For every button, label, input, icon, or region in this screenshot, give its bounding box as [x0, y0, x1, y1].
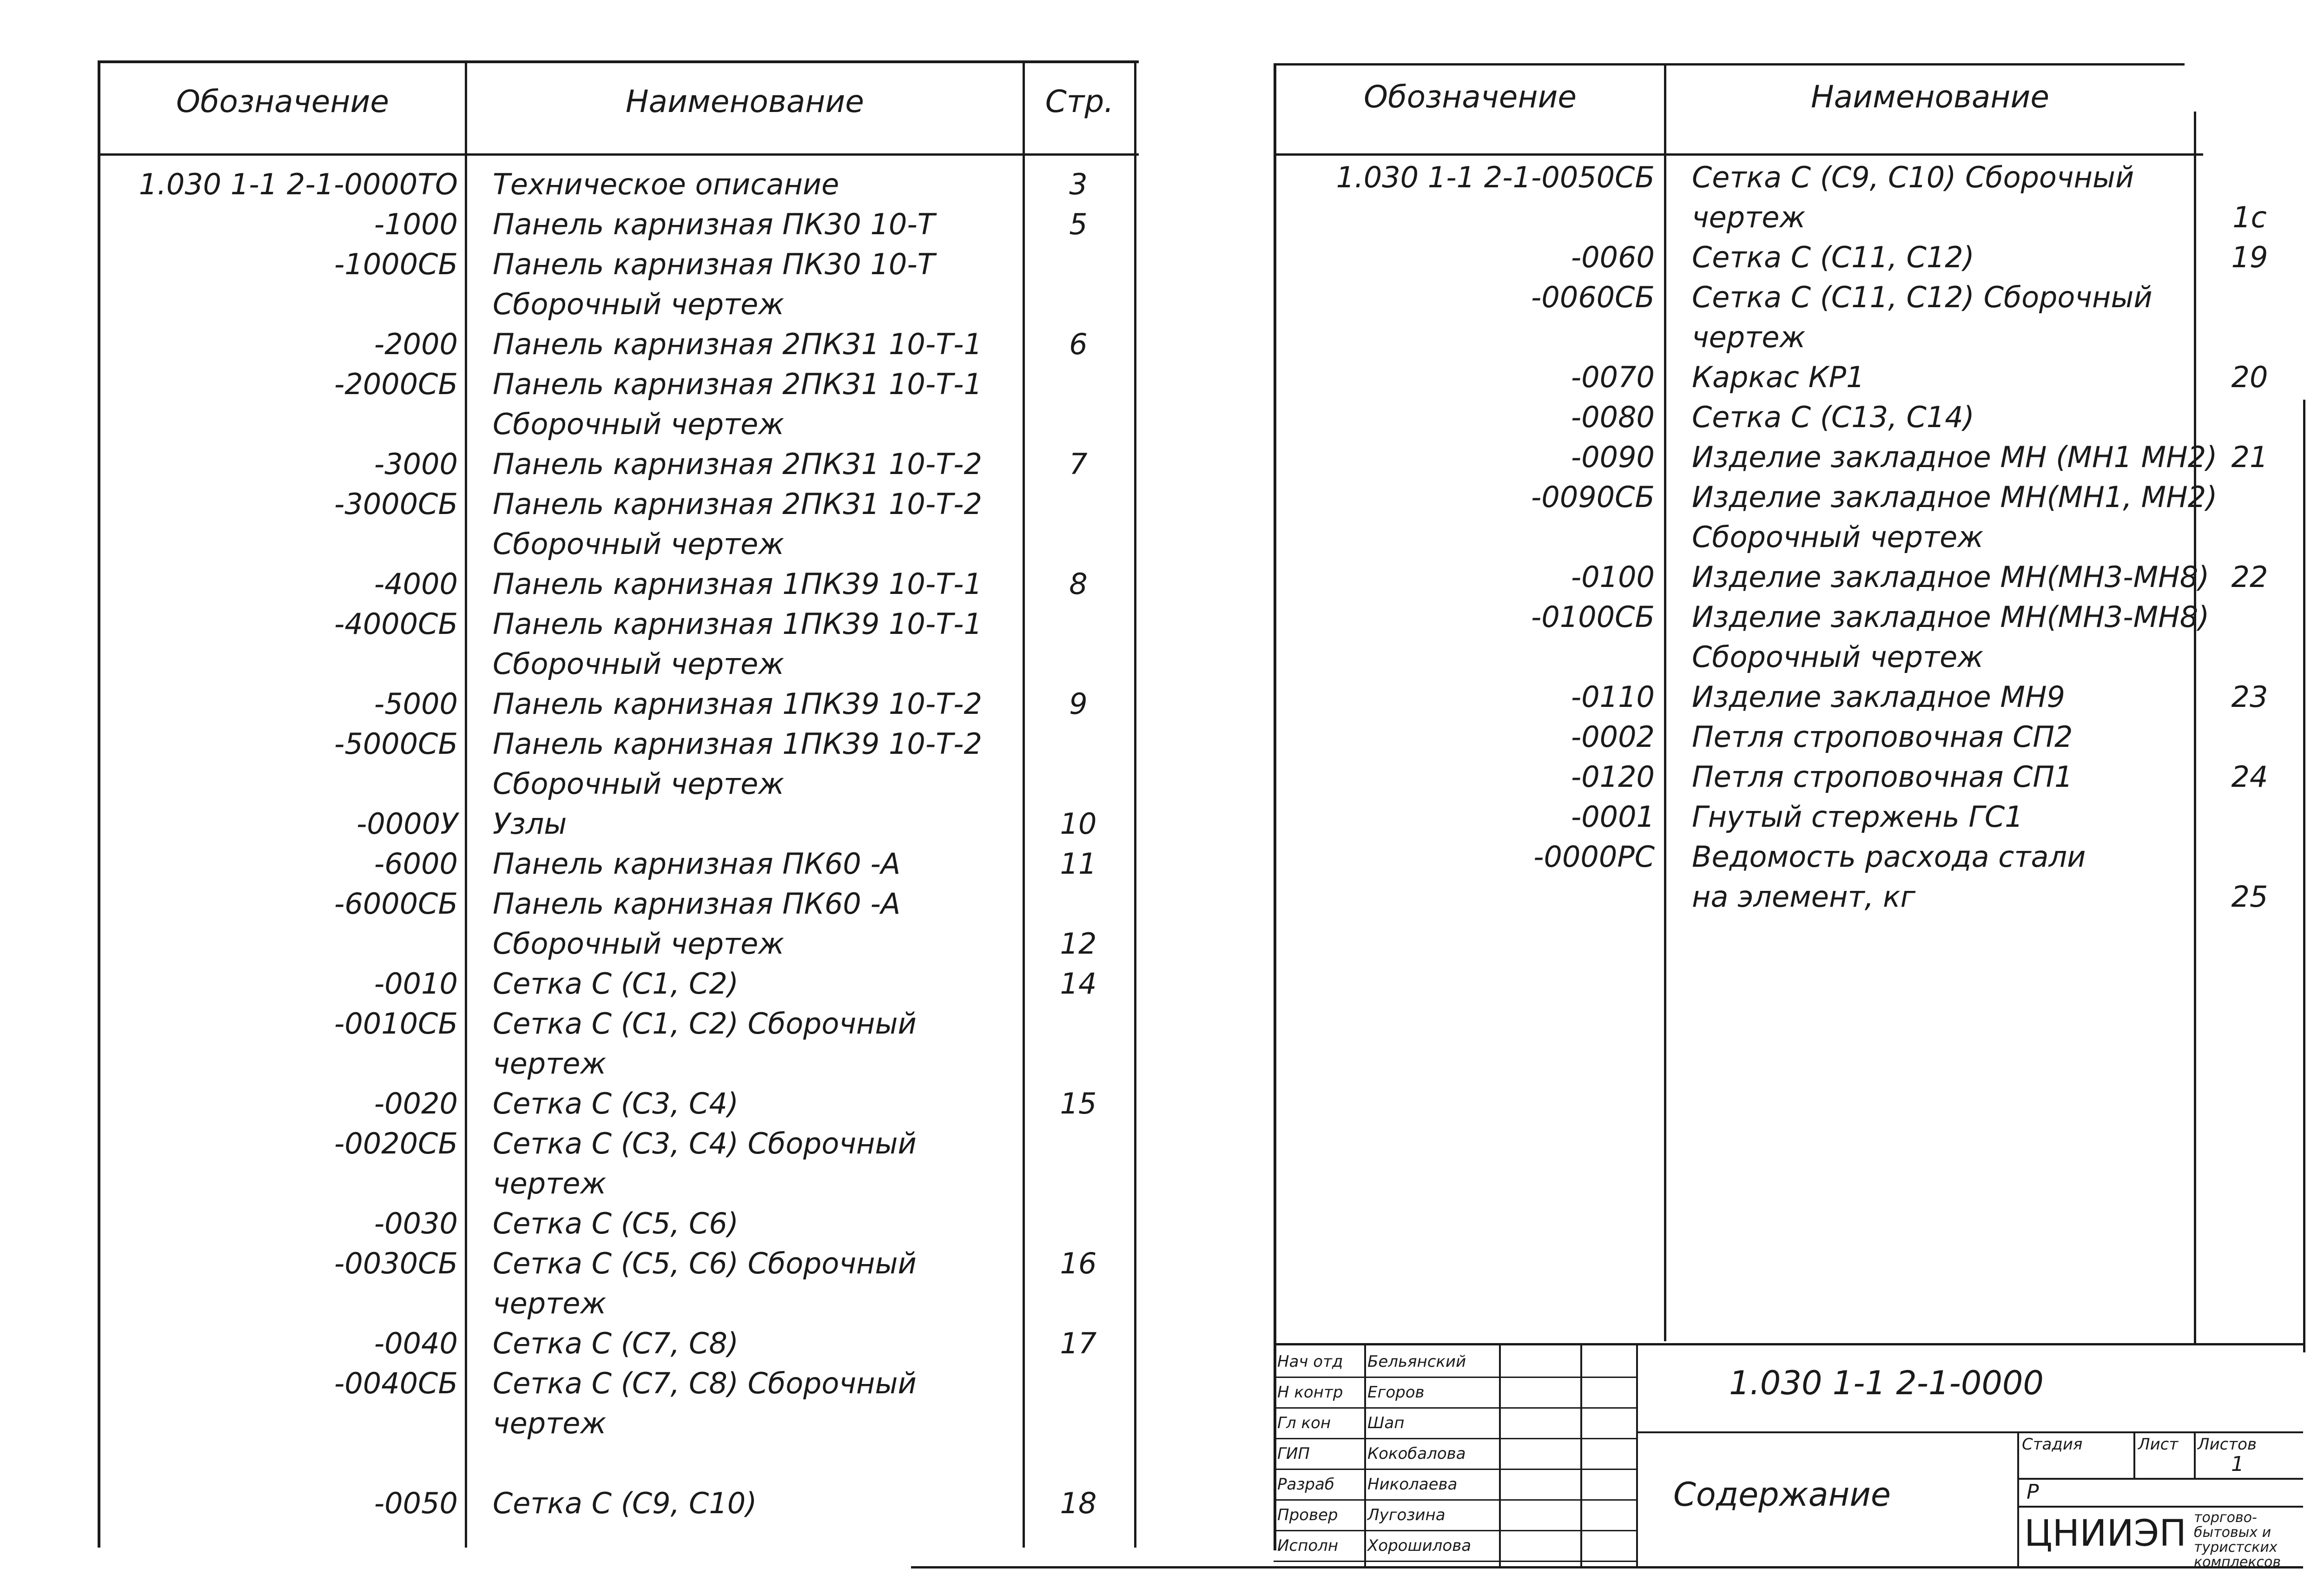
signature-role: Исполн: [1277, 1536, 1339, 1555]
sheets-label: Листов: [2198, 1435, 2257, 1454]
right-row-code: -0110: [1571, 680, 1655, 714]
left-row-page: 10: [1060, 807, 1097, 841]
right-row-page: 24: [2231, 760, 2268, 794]
left-row-name: Сетка С (С9, С10): [493, 1486, 757, 1520]
signature-row-line: [1274, 1438, 1636, 1439]
right-row-name: Каркас КР1: [1692, 360, 1865, 394]
title-block-vdiv-5: [2017, 1431, 2019, 1566]
left-row-name: Панель карнизная 1ПК39 10-Т-2: [493, 687, 982, 721]
left-row-code: -0040СБ: [334, 1366, 458, 1400]
title-block-stage-line: [2017, 1478, 2303, 1480]
signature-role: Разраб: [1277, 1475, 1334, 1494]
left-row-page: 5: [1069, 207, 1088, 241]
left-row-page: 18: [1060, 1486, 1097, 1520]
left-row-page: 3: [1069, 167, 1088, 201]
right-row-code: -0001: [1571, 800, 1655, 834]
left-row-code: -4000СБ: [334, 607, 458, 641]
signature-name: Николаева: [1367, 1475, 1458, 1494]
left-table-header-divider: [98, 153, 1139, 156]
right-row-name: Изделие закладное МН(МН3-МН8): [1692, 600, 2210, 634]
left-row-code: -0030СБ: [334, 1246, 458, 1280]
left-row-name: Панель карнизная 1ПК39 10-Т-1: [493, 567, 982, 601]
title-block-vdiv-6: [2133, 1431, 2135, 1478]
right-row-name: Сетка С (С11, С12) Сборочный: [1692, 280, 2152, 314]
left-row-name: Сборочный чертеж: [493, 407, 785, 441]
right-row-page: 21: [2231, 440, 2268, 474]
title-block-mid: [1636, 1431, 2303, 1433]
right-row-code: -0120: [1571, 760, 1655, 794]
right-row-name: Изделие закладное МН(МН1, МН2): [1692, 480, 2218, 514]
right-row-page: 19: [2231, 240, 2268, 274]
right-row-code: 1.030 1-1 2-1-0050СБ: [1336, 160, 1655, 194]
signature-row-line: [1274, 1561, 1636, 1562]
left-row-page: 15: [1060, 1087, 1097, 1120]
left-row-name: чертеж: [493, 1047, 607, 1081]
right-row-name: чертеж: [1692, 320, 1806, 354]
left-row-page: 14: [1060, 967, 1097, 1001]
signature-name: Кокобалова: [1367, 1444, 1466, 1463]
left-row-code: -5000: [374, 687, 458, 721]
left-row-name: Панель карнизная ПК60 -А: [493, 887, 901, 921]
right-row-name: на элемент, кг: [1692, 880, 1916, 914]
left-row-name: Панель карнизная 1ПК39 10-Т-1: [493, 607, 982, 641]
left-row-code: -0000У: [357, 807, 458, 841]
left-row-name: Сетка С (С3, С4): [493, 1087, 739, 1120]
left-row-name: Сборочный чертеж: [493, 767, 785, 801]
left-row-code: -0010СБ: [334, 1007, 458, 1041]
right-row-name: Ведомость расхода стали: [1692, 840, 2086, 874]
signature-row-line: [1274, 1530, 1636, 1531]
left-row-code: -6000: [374, 847, 458, 881]
right-header-code: Обозначение: [1364, 79, 1577, 115]
right-row-name: Сетка С (С13, С14): [1692, 400, 1974, 434]
left-row-code: 1.030 1-1 2-1-0000ТО: [139, 167, 458, 201]
left-table-col-divider-2: [1023, 60, 1025, 1548]
right-row-code: -0100СБ: [1531, 600, 1655, 634]
left-row-page: 9: [1069, 687, 1088, 721]
sheet-label: Лист: [2138, 1435, 2179, 1454]
right-row-name: Гнутый стержень ГС1: [1692, 800, 2023, 834]
left-header-code: Обозначение: [176, 84, 389, 119]
left-row-code: -0030: [374, 1206, 458, 1240]
left-row-name: чертеж: [493, 1166, 607, 1200]
left-table-col-divider-3: [1134, 60, 1136, 1548]
signature-name: Лугозина: [1367, 1506, 1446, 1524]
right-row-name: Изделие закладное МН9: [1692, 680, 2065, 714]
left-row-page: 8: [1069, 567, 1088, 601]
left-row-name: чертеж: [493, 1406, 607, 1440]
right-row-name: Петля строповочная СП1: [1692, 760, 2073, 794]
right-table-top-border: [1274, 63, 2185, 66]
left-table-top-border: [98, 60, 1139, 63]
document-title: Содержание: [1673, 1476, 1891, 1514]
right-row-name: Петля строповочная СП2: [1692, 720, 2073, 754]
left-row-name: Сборочный чертеж: [493, 527, 785, 561]
title-block-org-line: [2017, 1506, 2303, 1508]
left-header-name: Наименование: [626, 84, 864, 119]
left-row-name: чертеж: [493, 1286, 607, 1320]
title-block-vdiv-4: [1636, 1343, 1638, 1566]
right-row-code: -0060: [1571, 240, 1655, 274]
left-row-code: -5000СБ: [334, 727, 458, 761]
stage-value: Р: [2027, 1480, 2039, 1504]
title-block-vdiv-7: [2194, 1431, 2196, 1478]
left-row-code: -0020СБ: [334, 1127, 458, 1160]
left-table-left-border: [98, 60, 100, 1548]
signature-role: Гл кон: [1277, 1414, 1331, 1432]
left-row-name: Панель карнизная 2ПК31 10-Т-1: [493, 367, 982, 401]
left-row-code: -0040: [374, 1326, 458, 1360]
organization-name: ЦНИИЭП: [2024, 1513, 2187, 1555]
left-row-page: 11: [1060, 847, 1097, 881]
signature-name: Шап: [1367, 1414, 1405, 1432]
right-row-page: 20: [2231, 360, 2268, 394]
left-row-code: -3000СБ: [334, 487, 458, 521]
left-row-name: Сетка С (С1, С2) Сборочный: [493, 1007, 917, 1041]
right-header-name: Наименование: [1811, 79, 2049, 115]
left-row-page: 12: [1060, 927, 1097, 961]
signature-row-line: [1274, 1407, 1636, 1409]
left-row-name: Сборочный чертеж: [493, 927, 785, 961]
signature-name: Егоров: [1367, 1383, 1425, 1402]
signature-name: Хорошилова: [1367, 1536, 1472, 1555]
right-row-code: -0070: [1571, 360, 1655, 394]
signature-name: Бельянский: [1367, 1352, 1466, 1371]
right-row-code: -0002: [1571, 720, 1655, 754]
left-row-name: Панель карнизная 1ПК39 10-Т-2: [493, 727, 982, 761]
right-row-page: 1с: [2232, 200, 2267, 234]
right-table-left-border: [1274, 63, 1276, 1550]
right-row-name: Изделие закладное МН(МН3-МН8): [1692, 560, 2210, 594]
right-row-code: -0090СБ: [1531, 480, 1655, 514]
right-row-name: Сборочный чертеж: [1692, 520, 1984, 554]
left-row-code: -6000СБ: [334, 887, 458, 921]
right-row-name: Сборочный чертеж: [1692, 640, 1984, 674]
signature-row-line: [1274, 1377, 1636, 1378]
right-row-name: Изделие закладное МН (МН1 МН2): [1692, 440, 2218, 474]
signature-role: Н контр: [1277, 1383, 1343, 1402]
right-row-name: Сетка С (С11, С12): [1692, 240, 1974, 274]
left-row-page: 16: [1060, 1246, 1097, 1280]
right-table-right-edge: [2303, 400, 2305, 1352]
left-row-name: Панель карнизная 2ПК31 10-Т-2: [493, 487, 982, 521]
left-row-name: Панель карнизная ПК30 10-Т: [493, 247, 935, 281]
document-designation: 1.030 1-1 2-1-0000: [1729, 1364, 2044, 1402]
left-row-name: Сетка С (С7, С8): [493, 1326, 739, 1360]
left-row-name: Сетка С (С1, С2): [493, 967, 739, 1001]
left-header-page: Стр.: [1045, 84, 1114, 119]
left-row-name: Панель карнизная ПК60 -А: [493, 847, 901, 881]
left-row-name: Сборочный чертеж: [493, 287, 785, 321]
left-table-col-divider-1: [465, 60, 467, 1548]
right-row-name: чертеж: [1692, 200, 1806, 234]
left-row-name: Сетка С (С7, С8) Сборочный: [493, 1366, 917, 1400]
left-row-name: Узлы: [493, 807, 567, 841]
left-row-name: Сетка С (С3, С4) Сборочный: [493, 1127, 917, 1160]
right-row-code: -0000РС: [1533, 840, 1655, 874]
left-row-code: -2000СБ: [334, 367, 458, 401]
right-table-col-divider-2: [2194, 112, 2196, 1343]
right-row-code: -0100: [1571, 560, 1655, 594]
left-row-code: -1000: [374, 207, 458, 241]
right-row-code: -0090: [1571, 440, 1655, 474]
left-row-code: -0020: [374, 1087, 458, 1120]
left-row-page: 17: [1060, 1326, 1097, 1360]
right-row-page: 25: [2231, 880, 2268, 914]
left-row-code: -2000: [374, 327, 458, 361]
left-row-code: -0050: [374, 1486, 458, 1520]
signature-role: Провер: [1277, 1506, 1338, 1524]
title-block-top: [1274, 1343, 2303, 1345]
signature-role: Нач отд: [1277, 1352, 1343, 1371]
left-row-name: Сетка С (С5, С6): [493, 1206, 739, 1240]
organization-detail: торгово-бытовых и туристских комплексов: [2194, 1509, 2281, 1570]
left-row-page: 7: [1069, 447, 1088, 481]
title-block-bottom: [911, 1566, 2303, 1568]
left-row-name: Техническое описание: [493, 167, 839, 201]
left-row-code: -0010: [374, 967, 458, 1001]
left-row-name: Панель карнизная 2ПК31 10-Т-2: [493, 447, 982, 481]
signature-role: ГИП: [1277, 1444, 1310, 1463]
right-table-col-divider-1: [1664, 63, 1666, 1341]
signature-row-line: [1274, 1499, 1636, 1501]
left-row-name: Сетка С (С5, С6) Сборочный: [493, 1246, 917, 1280]
left-row-code: -3000: [374, 447, 458, 481]
right-table-header-divider: [1274, 153, 2203, 156]
right-row-page: 23: [2231, 680, 2268, 714]
right-row-code: -0080: [1571, 400, 1655, 434]
right-row-page: 22: [2231, 560, 2268, 594]
stage-label: Стадия: [2022, 1435, 2083, 1454]
sheets-value: 1: [2231, 1452, 2244, 1476]
left-row-name: Панель карнизная 2ПК31 10-Т-1: [493, 327, 982, 361]
left-row-name: Сборочный чертеж: [493, 647, 785, 681]
left-row-name: Панель карнизная ПК30 10-Т: [493, 207, 935, 241]
left-row-code: -1000СБ: [334, 247, 458, 281]
right-row-name: Сетка С (С9, С10) Сборочный: [1692, 160, 2134, 194]
right-row-code: -0060СБ: [1531, 280, 1655, 314]
left-row-page: 6: [1069, 327, 1088, 361]
left-row-code: -4000: [374, 567, 458, 601]
signature-row-line: [1274, 1469, 1636, 1470]
